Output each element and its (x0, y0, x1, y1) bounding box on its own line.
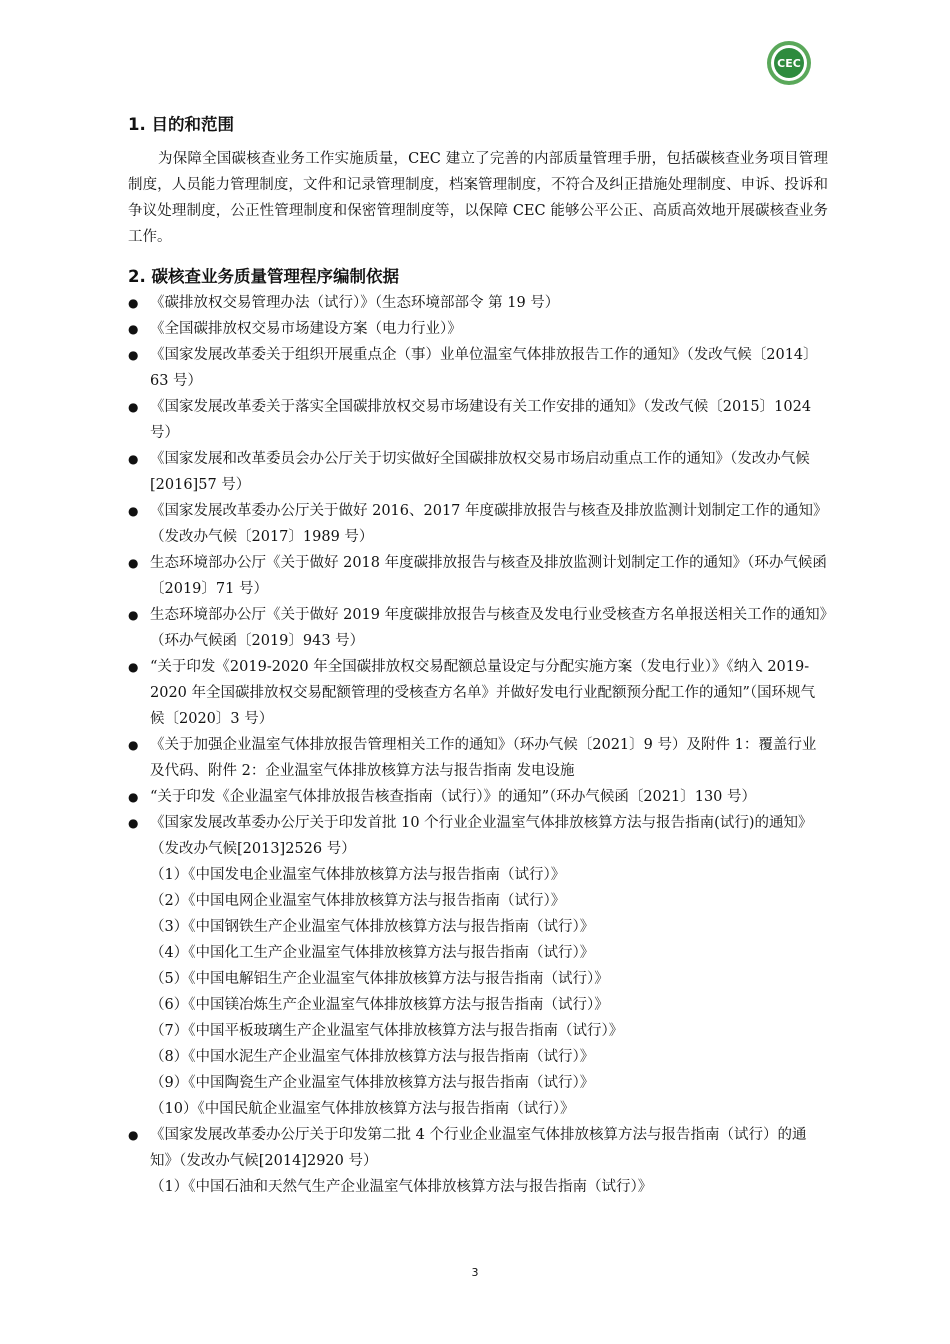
bullet-icon: ● (128, 608, 139, 622)
reference-item (128, 394, 828, 446)
reference-text: 《国家发展改革委关于落实全国碳排放权交易市场建设有关工作安排的通知》（发改气候〔2015〕1024 号） (150, 399, 812, 441)
section-heading-purpose: 1. 目的和范围 (128, 115, 234, 134)
sub-reference-list (128, 1174, 828, 1200)
reference-item (128, 784, 828, 810)
reference-text: “关于印发《企业温室气体排放报告核查指南（试行）》的通知”（环办气候函〔2021〕130 号） (150, 789, 757, 805)
bullet-icon: ● (128, 1128, 139, 1142)
purpose-paragraph: 为保障全国碳核查业务工作实施质量，CEC 建立了完善的内部质量管理手册，包括碳核查业务项目管理制度，人员能力管理制度，文件和记录管理制度，档案管理制度，不符合及纠正措施处理制度、申诉、投诉和争议处理制度，公正性管理制度和保密管理制度等，以保障 CEC 能够公平公正、高质高效地开展碳核查业务工作。 (128, 151, 828, 245)
reference-item (128, 316, 828, 342)
reference-item (128, 654, 828, 732)
logo-text: CEC (777, 57, 801, 70)
page-number: 3 (471, 1266, 479, 1279)
reference-text: 《关于加强企业温室气体排放报告管理相关工作的通知》（环办气候〔2021〕9 号）及附件 1：覆盖行业及代码、附件 2：企业温室气体排放核算方法与报告指南 发电设施 (150, 737, 817, 779)
reference-text: 《国家发展改革委关于组织开展重点企（事）业单位温室气体排放报告工作的通知》（发改气候〔2014〕63 号） (150, 347, 818, 389)
sub-reference-item: （4）《中国化工生产企业温室气体排放核算方法与报告指南（试行）》 (150, 945, 595, 961)
reference-item (128, 498, 828, 550)
sub-reference-group (128, 1174, 828, 1200)
bullet-icon: ● (128, 348, 139, 362)
bullet-icon: ● (128, 816, 139, 830)
reference-text: “关于印发《2019-2020 年全国碳排放权交易配额总量设定与分配实施方案（发电行业）》《纳入 2019-2020 年全国碳排放权交易配额管理的受核查方名单》并做好发电行业配额预分配工作的通知”（国环规气候〔2020〕3 号） (150, 659, 816, 727)
reference-item (128, 550, 828, 602)
reference-text: 《国家发展和改革委员会办公厅关于切实做好全国碳排放权交易市场启动重点工作的通知》（发改办气候[2016]57 号） (150, 451, 810, 493)
reference-item (128, 1122, 828, 1174)
reference-text: 生态环境部办公厅《关于做好 2019 年度碳排放报告与核查及发电行业受核查方名单报送相关工作的通知》（环办气候函〔2019〕943 号） (150, 607, 827, 649)
section-heading-basis: 2. 碳核查业务质量管理程序编制依据 (128, 267, 399, 286)
sub-reference-item: （1）《中国石油和天然气生产企业温室气体排放核算方法与报告指南（试行）》 (150, 1179, 653, 1195)
bullet-icon: ● (128, 400, 139, 414)
document-body (128, 112, 828, 1200)
sub-reference-item: （5）《中国电解铝生产企业温室气体排放核算方法与报告指南（试行）》 (150, 971, 609, 987)
reference-text: 《国家发展改革委办公厅关于印发第二批 4 个行业企业温室气体排放核算方法与报告指南（试行）的通知》（发改办气候[2014]2920 号） (150, 1127, 807, 1169)
reference-item (128, 602, 828, 654)
reference-text: 生态环境部办公厅《关于做好 2018 年度碳排放报告与核查及排放监测计划制定工作的通知》（环办气候函〔2019〕71 号） (150, 555, 827, 597)
bullet-icon: ● (128, 738, 139, 752)
bullet-icon: ● (128, 556, 139, 570)
sub-reference-item: （2）《中国电网企业温室气体排放核算方法与报告指南（试行）》 (150, 893, 566, 909)
reference-text: 《碳排放权交易管理办法（试行）》（生态环境部部令 第 19 号） (150, 295, 560, 311)
reference-text: 《国家发展改革委办公厅关于印发首批 10 个行业企业温室气体排放核算方法与报告指南(试行)的通知》（发改办气候[2013]2526 号） (150, 815, 813, 857)
reference-text: 《全国碳排放权交易市场建设方案（电力行业）》 (150, 321, 462, 337)
reference-item (128, 732, 828, 784)
bullet-icon: ● (128, 790, 139, 804)
sub-reference-list (128, 862, 828, 1122)
cec-logo (766, 40, 812, 86)
reference-item (128, 446, 828, 498)
bullet-icon: ● (128, 296, 139, 310)
sub-reference-item: （6）《中国镁冶炼生产企业温室气体排放核算方法与报告指南（试行）》 (150, 997, 609, 1013)
bullet-icon: ● (128, 504, 139, 518)
reference-text: 《国家发展改革委办公厅关于做好 2016、2017 年度碳排放报告与核查及排放监测计划制定工作的通知》（发改办气候〔2017〕1989 号） (150, 503, 828, 545)
reference-item (128, 342, 828, 394)
sub-reference-item: （8）《中国水泥生产企业温室气体排放核算方法与报告指南（试行）》 (150, 1049, 595, 1065)
reference-item (128, 290, 828, 316)
bullet-icon: ● (128, 660, 139, 674)
sub-reference-item: （10）《中国民航企业温室气体排放核算方法与报告指南（试行）》 (150, 1101, 575, 1117)
sub-reference-group (128, 862, 828, 1122)
reference-item (128, 810, 828, 862)
sub-reference-item: （1）《中国发电企业温室气体排放核算方法与报告指南（试行）》 (150, 867, 566, 883)
sub-reference-item: （9）《中国陶瓷生产企业温室气体排放核算方法与报告指南（试行）》 (150, 1075, 595, 1091)
reference-list (128, 290, 828, 1200)
bullet-icon: ● (128, 452, 139, 466)
bullet-icon: ● (128, 322, 139, 336)
sub-reference-item: （7）《中国平板玻璃生产企业温室气体排放核算方法与报告指南（试行）》 (150, 1023, 624, 1039)
sub-reference-item: （3）《中国钢铁生产企业温室气体排放核算方法与报告指南（试行）》 (150, 919, 595, 935)
